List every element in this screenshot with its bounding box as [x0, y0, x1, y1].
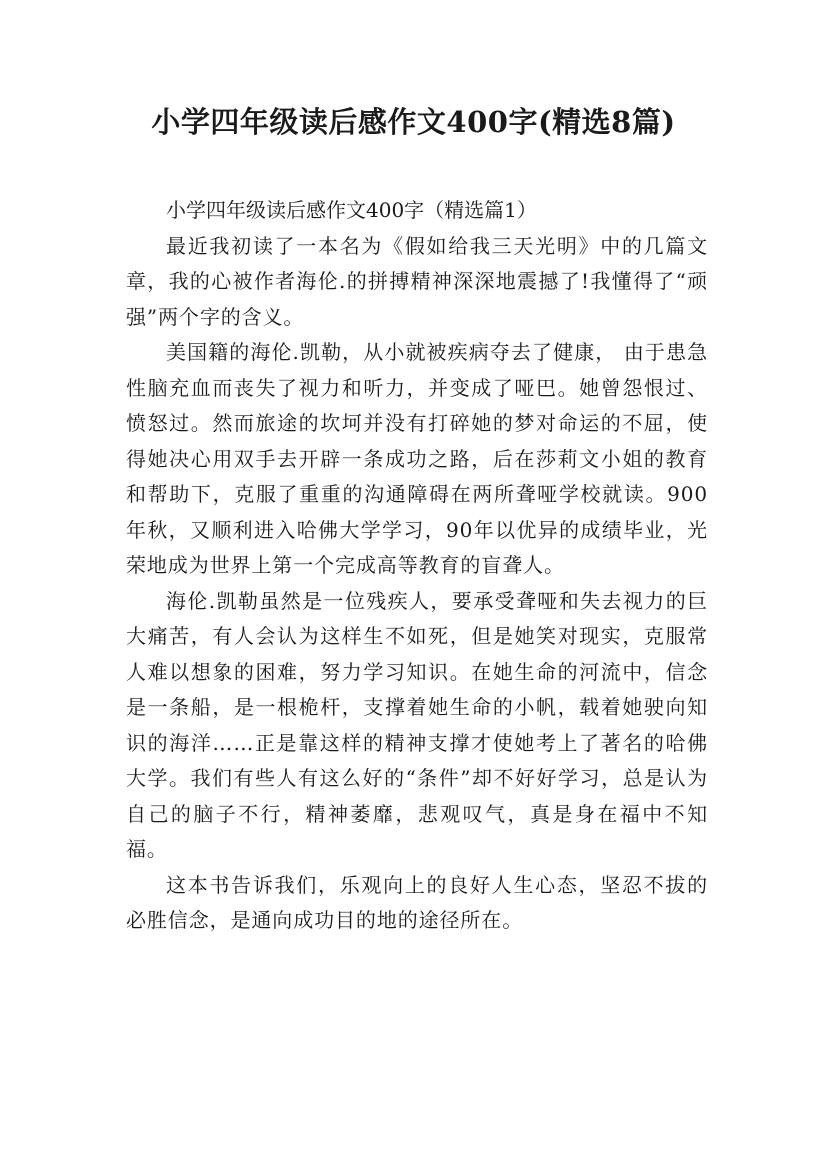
paragraph-4: 这本书告诉我们，乐观向上的良好人生心态，坚忍不拔的必胜信念，是通向成功目的地的途径所在。	[126, 872, 708, 932]
paragraph-2: 美国籍的海伦.凯勒，从小就被疾病夺去了健康， 由于患急性脑充血而丧失了视力和听力，并变成了哑巴。她曾怨恨过、愤怒过。然而旅途的坎坷并没有打碎她的梦对命运的不屈，使得她决心用双手去开辟一条成功之路，后在莎莉文小姐的教育和帮助下，克服了重重的沟通障碍在两所聋哑学校就读。900年秋，又顺利进入哈佛大学学习，90年以优异的成绩毕业，光荣地成为世界上第一个完成高等教育的盲聋人。	[126, 340, 708, 577]
paragraph-3: 海伦.凯勒虽然是一位残疾人，要承受聋哑和失去视力的巨大痛苦，有人会认为这样生不如死，但是她笑对现实，克服常人难以想象的困难，努力学习知识。在她生命的河流中，信念是一条船，是一根桅杆，支撑着她生命的小帆，载着她驶向知识的海洋……正是靠这样的精神支撑才使她考上了著名的哈佛大学。我们有些人有这么好的“条件”却不好好学习，总是认为自己的脑子不行，精神萎靡，悲观叹气，真是身在福中不知福。	[126, 588, 708, 861]
section-heading: 小学四年级读后感作文400字（精选篇1）	[166, 198, 537, 222]
document-title: 小学四年级读后感作文400字(精选8篇)	[151, 105, 676, 139]
document-body	[126, 193, 708, 939]
paragraph-1: 最近我初读了一本名为《假如给我三天光明》中的几篇文章，我的心被作者海伦.的拼搏精神深深地震撼了!我懂得了“顽强”两个字的含义。	[126, 233, 708, 329]
